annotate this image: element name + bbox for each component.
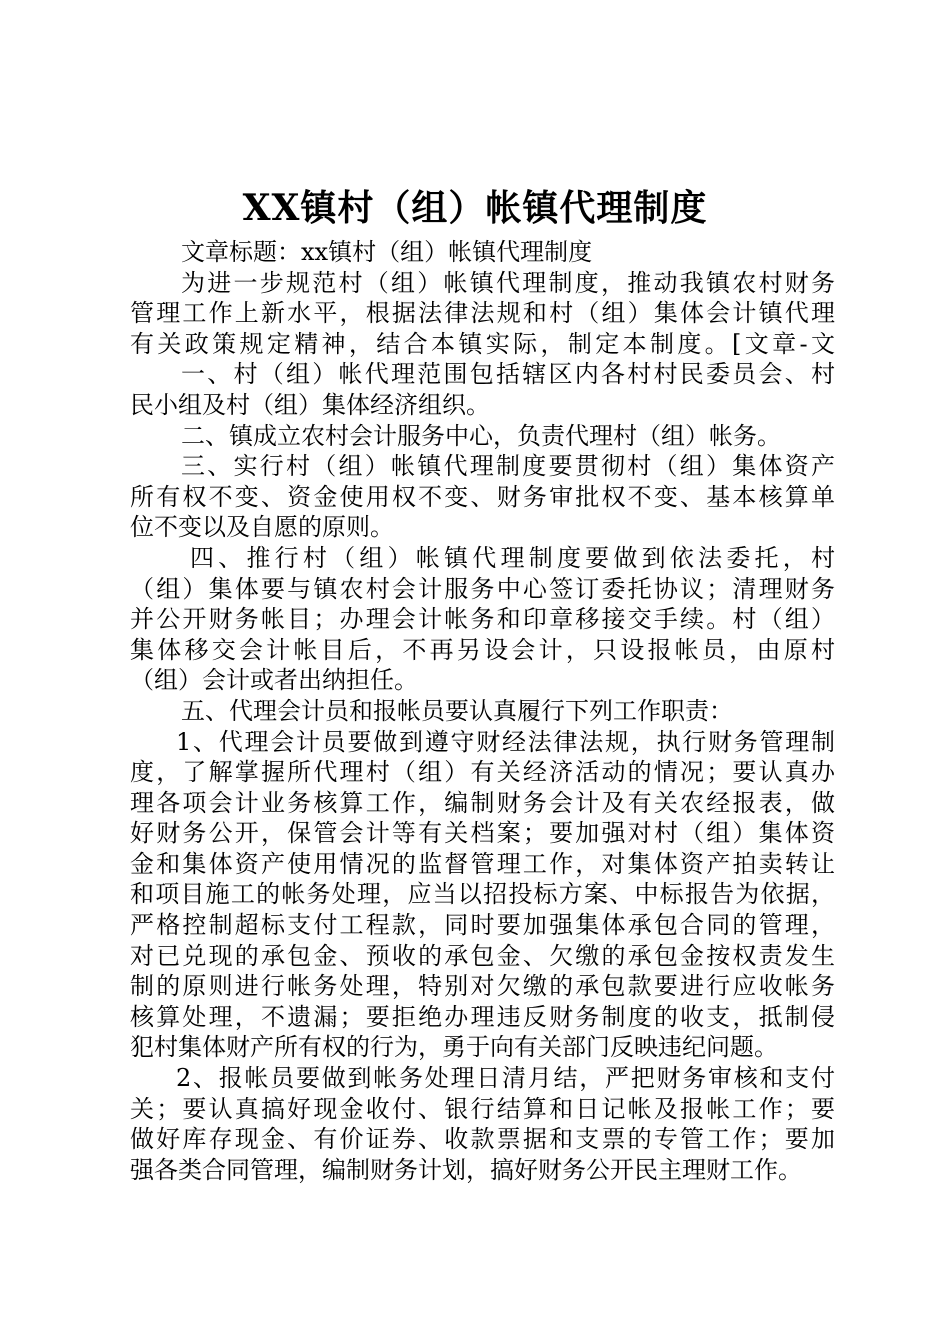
text-line: 好财务公开，保管会计等有关档案；要加强对村（组）集体资	[130, 819, 835, 848]
duty-1-paragraph	[130, 727, 835, 1064]
text-line: 金和集体资产使用情况的监督管理工作，对集体资产拍卖转让	[130, 849, 835, 878]
text-line: 做好库存现金、有价证券、收款票据和支票的专管工作；要加	[130, 1125, 835, 1154]
text-line: 位不变以及自愿的原则。	[130, 513, 394, 542]
text-line: 强各类合同管理，编制财务计划，搞好财务公开民主理财工作。	[130, 1155, 802, 1184]
text-line: 集体移交会计帐目后，不再另设会计，只设报帐员，由原村	[130, 635, 835, 664]
text-line: 二、镇成立农村会计服务中心，负责代理村（组）帐务。	[181, 421, 781, 450]
text-line: 有关政策规定精神，结合本镇实际，制定本制度。[文章-文	[130, 329, 835, 358]
text-line: （组）集体要与镇农村会计服务中心签订委托协议；清理财务	[130, 574, 835, 603]
text-line: 一、村（组）帐代理范围包括辖区内各村村民委员会、村	[181, 360, 835, 389]
text-line: 1、代理会计员要做到遵守财经法律法规，执行财务管理制	[176, 727, 835, 756]
section-1-paragraph	[130, 359, 835, 420]
section-5-paragraph	[130, 696, 835, 727]
text-line: 度，了解掌握所代理村（组）有关经济活动的情况；要认真办	[130, 758, 835, 787]
document-title: XX镇村（组）帐镇代理制度	[242, 187, 708, 229]
text-line: 民小组及村（组）集体经济组织。	[130, 390, 490, 419]
text-line: 管理工作上新水平，根据法律法规和村（组）集体会计镇代理	[130, 299, 835, 328]
text-line: 文章标题：xx镇村（组）帐镇代理制度	[181, 238, 593, 266]
text-line: 对已兑现的承包金、预收的承包金、欠缴的承包金按权责发生	[130, 941, 835, 970]
article-title-line	[130, 237, 835, 268]
text-line: 并公开财务帐目；办理会计帐务和印章移接交手续。村（组）	[130, 605, 835, 634]
text-line: 关；要认真搞好现金收付、银行结算和日记帐及报帐工作；要	[130, 1094, 835, 1123]
text-line: 和项目施工的帐务处理，应当以招投标方案、中标报告为依据，	[130, 880, 835, 909]
section-2-paragraph	[130, 421, 835, 452]
section-3-paragraph	[130, 451, 835, 543]
text-line: 制的原则进行帐务处理，特别对欠缴的承包款要进行应收帐务	[130, 972, 835, 1001]
intro-paragraph	[130, 268, 835, 360]
text-line: 核算处理，不遗漏；要拒绝办理违反财务制度的收支，抵制侵	[130, 1002, 835, 1031]
text-line: 严格控制超标支付工程款，同时要加强集体承包合同的管理，	[130, 911, 835, 940]
text-line: 五、代理会计员和报帐员要认真履行下列工作职责：	[181, 696, 733, 725]
text-line: 犯村集体财产所有权的行为，勇于向有关部门反映违纪问题。	[130, 1033, 778, 1062]
text-line: 所有权不变、资金使用权不变、财务审批权不变、基本核算单	[130, 482, 835, 511]
section-4-paragraph	[130, 543, 835, 696]
text-line: 为进一步规范村（组）帐镇代理制度，推动我镇农村财务	[181, 268, 835, 297]
text-line: 理各项会计业务核算工作，编制财务会计及有关农经报表，做	[130, 788, 835, 817]
text-line: 三、实行村（组）帐镇代理制度要贯彻村（组）集体资产	[181, 452, 835, 481]
text-line: 2、报帐员要做到帐务处理日清月结，严把财务审核和支付	[176, 1064, 835, 1093]
document-body	[130, 237, 835, 1185]
text-line: （组）会计或者出纳担任。	[130, 666, 418, 695]
duty-2-paragraph	[130, 1063, 835, 1185]
text-line: 四、推行村（组）帐镇代理制度要做到依法委托，村	[190, 543, 835, 572]
